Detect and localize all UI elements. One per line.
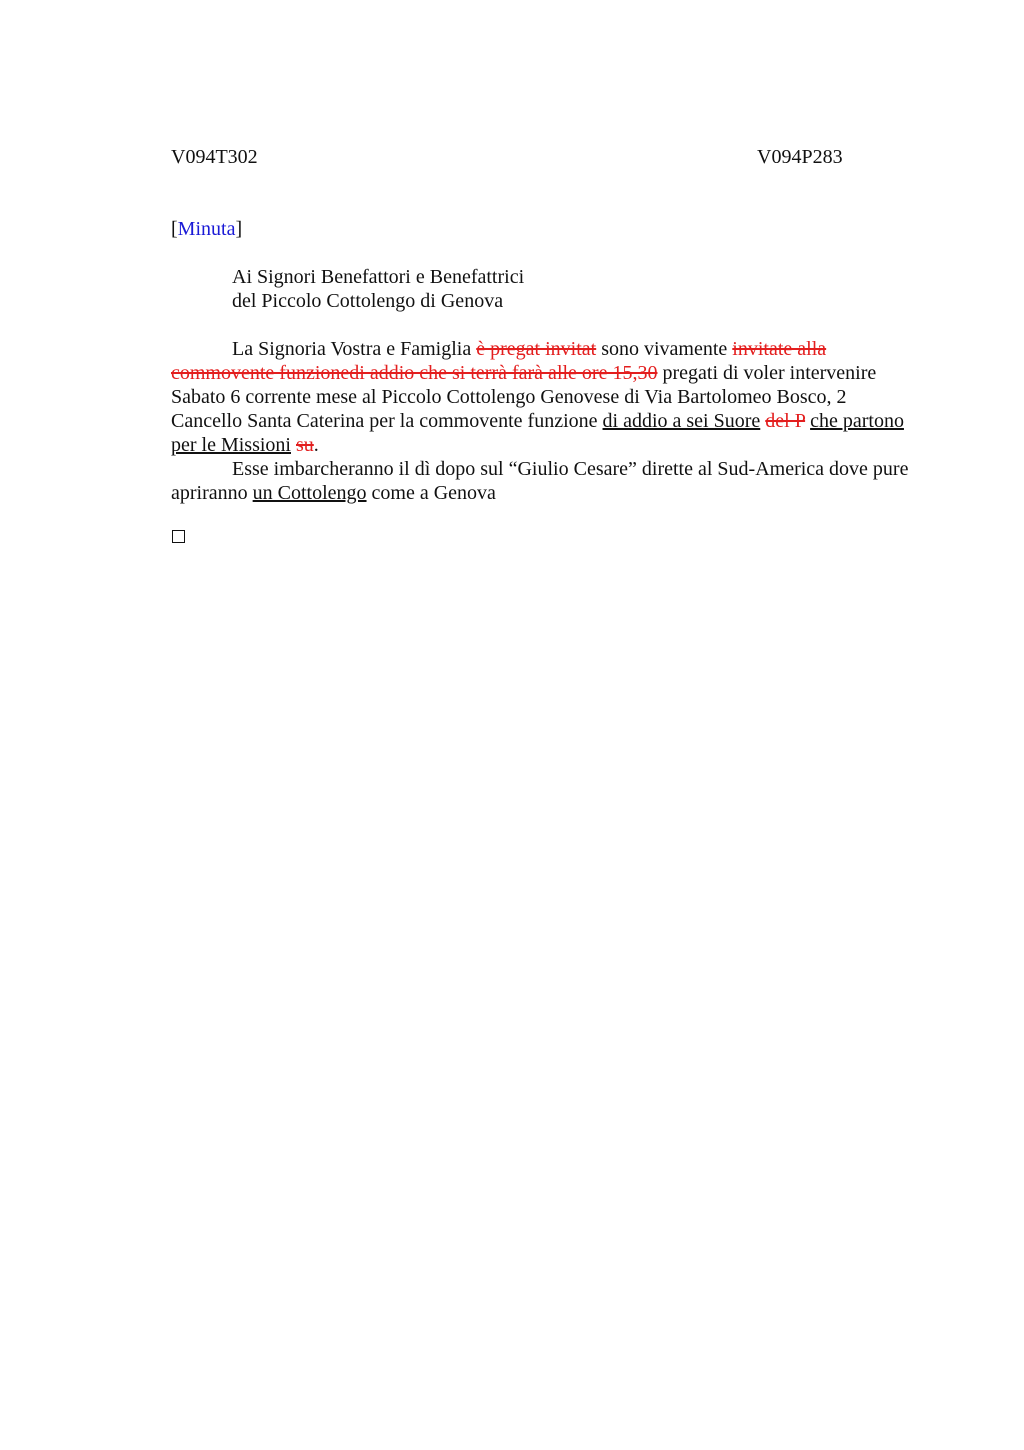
p2-underlined-1: un Cottolengo xyxy=(252,482,367,504)
p2-text-2: come a Genova xyxy=(366,482,496,504)
p1-text-3: pregati di voler intervenire Sabato 6 corrente mese al Piccolo Cottolengo Genovese di Via Bartolomeo Bosco, 2 Cancello Santa Caterina per la commovente funzione xyxy=(171,362,877,432)
p2-text-1: Esse imbarcheranno il dì dopo sul “Giulio Cesare” dirette al Sud-America dove pure apriranno xyxy=(171,458,909,504)
document-ref-left: V094T302 xyxy=(171,146,258,168)
letter-body xyxy=(171,337,911,505)
p1-deleted-1: è pregat invitat xyxy=(476,338,597,360)
document-label xyxy=(171,218,242,241)
label-open-bracket: [ xyxy=(171,218,178,240)
p1-text-1: La Signoria Vostra e Famiglia xyxy=(232,338,477,360)
label-close-bracket: ] xyxy=(235,218,243,240)
p1-underlined-1: di addio a sei Suore xyxy=(602,410,761,432)
p1-deleted-3: del P xyxy=(765,410,806,432)
label-minuta: Minuta xyxy=(177,218,236,240)
document-page xyxy=(171,0,911,1450)
paragraph-2 xyxy=(171,457,911,505)
paragraph-1 xyxy=(171,337,911,457)
address-block xyxy=(232,265,524,313)
document-ref-right: V094P283 xyxy=(757,146,843,168)
checkbox-square-icon xyxy=(172,530,185,543)
p1-text-7: . xyxy=(313,434,319,456)
p1-text-2: sono vivamente xyxy=(596,338,733,360)
p1-underlined-2: che partono per le Missioni xyxy=(171,410,904,456)
p1-deleted-4: su xyxy=(296,434,314,456)
address-line-2: del Piccolo Cottolengo di Genova xyxy=(232,290,504,312)
p1-deleted-2: invitate alla commovente funzionedi addio che si terrà farà alle ore 15,30 xyxy=(171,338,827,384)
address-line-1: Ai Signori Benefattori e Benefattrici xyxy=(232,266,525,288)
